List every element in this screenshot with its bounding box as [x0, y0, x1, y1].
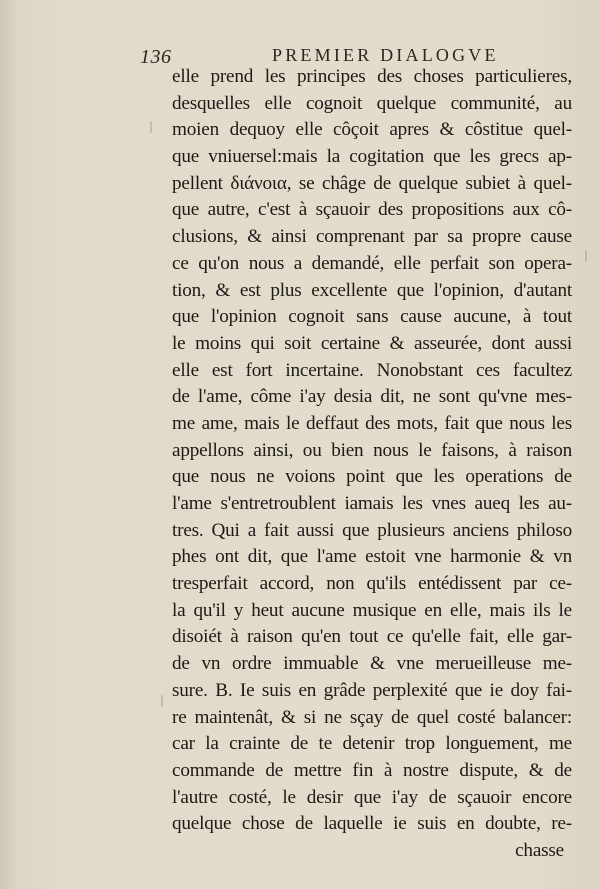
text-line: tion, & est plus excellente que l'opinion, d'autant — [172, 279, 572, 301]
text-line: tresperfait accord, non qu'ils entédissent par ce- — [172, 573, 572, 595]
ink-mark — [150, 121, 152, 133]
text-line: la qu'il y heut aucune musique en elle, mais ils le — [172, 599, 572, 621]
text-line: de vn ordre immuable & vne merueilleuse me- — [172, 653, 572, 675]
text-line: que l'opinion cognoit sans cause aucune, à tout — [172, 306, 572, 328]
text-line: moien dequoy elle côçoit apres & côstitue quel- — [172, 119, 572, 141]
text-line: clusions, & ainsi comprenant par sa propre cause — [172, 226, 572, 248]
text-line: ce qu'on nous a demandé, elle perfait son opera- — [172, 252, 572, 274]
ink-mark — [161, 695, 163, 707]
text-line: disoiét à raison qu'en tout ce qu'elle fait, elle gar- — [172, 626, 572, 648]
page-number: 136 — [140, 46, 172, 68]
text-line: que autre, c'est à sçauoir des propositions aux cô- — [172, 199, 572, 221]
text-line: le moins qui soit certaine & asseurée, dont aussi — [172, 332, 572, 354]
text-line: phes ont dit, que l'ame estoit vne harmonie & vn — [172, 546, 572, 568]
text-line: car la crainte de te detenir trop longuement, me — [172, 733, 572, 755]
text-line: quelque chose de laquelle ie suis en doubte, re- — [172, 813, 572, 835]
text-line: elle est fort incertaine. Nonobstant ces facultez — [172, 359, 572, 381]
text-line: que vniuersel:mais la cogitation que les grecs ap- — [172, 146, 572, 168]
text-line: desquelles elle cognoit quelque communité, au — [172, 92, 572, 114]
text-line: tres. Qui a fait aussi que plusieurs anciens philoso — [172, 519, 572, 541]
text-line: elle prend les principes des choses particulieres, — [172, 66, 572, 87]
text-line: appellons ainsi, ou bien nous le faisons, à raison — [172, 439, 572, 461]
catchword: chasse — [515, 839, 564, 861]
text-line: que nous ne voions point que les operations de — [172, 466, 572, 488]
text-line: sure. B. Ie suis en grâde perplexité que ie doy fai- — [172, 679, 572, 701]
text-line: pellent διάνοια, se châge de quelque subiet à quel- — [172, 172, 572, 194]
ink-mark — [585, 250, 587, 262]
text-line: l'autre costé, le desir que i'ay de sçauoir encore — [172, 786, 572, 808]
text-line: me ame, mais le deffaut des mots, fait que nous les — [172, 412, 572, 434]
text-line: re maintenât, & si ne sçay de quel costé balancer: — [172, 706, 572, 728]
body-text — [172, 64, 572, 865]
running-title: PREMIER DIALOGVE — [272, 45, 499, 65]
text-line: l'ame s'entretroublent iamais les vnes aueq les au- — [172, 493, 572, 514]
text-line: commande de mettre fin à nostre dispute, & de — [172, 759, 572, 781]
text-line: de l'ame, côme i'ay desia dit, ne sont qu'vne mes- — [172, 386, 572, 408]
